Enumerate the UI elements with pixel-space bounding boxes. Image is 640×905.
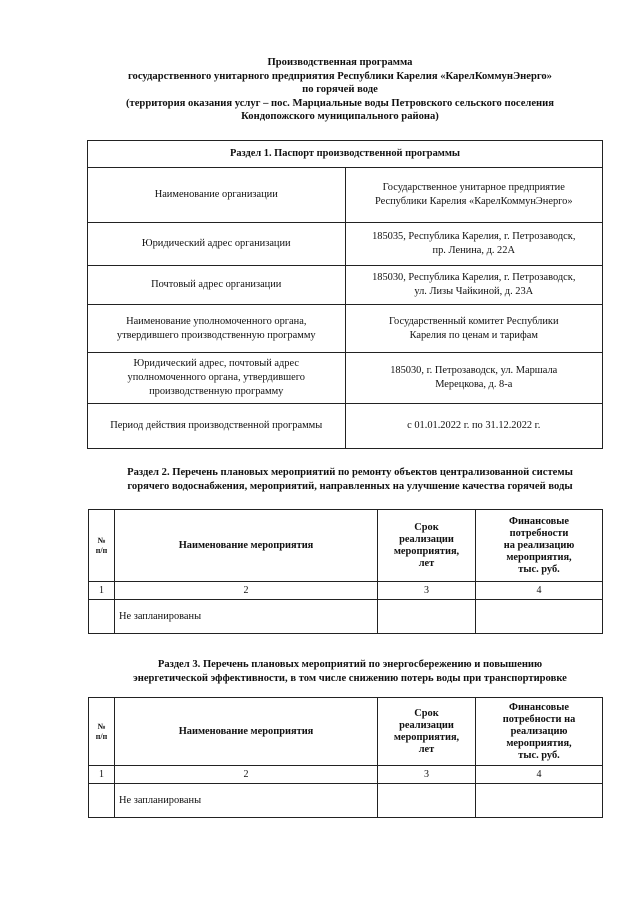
row-value [345,266,603,305]
section-title-line: Раздел 3. Перечень плановых мероприятий по энергосбережению и повышению [157,659,543,670]
header-line: Финансовые [509,701,569,713]
section3-table [88,697,603,818]
table-row [89,784,603,818]
header-line: мероприятия, [393,731,460,743]
header-line: реализацию [510,725,568,737]
table-row [88,266,603,305]
title-line: государственного унитарного предприятия Республики Карелия «КарелКоммунЭнерго» [128,70,552,82]
cell-empty [89,600,115,634]
header-line: Срок [414,707,439,719]
table-row [88,353,603,404]
value-line: Карелия по ценам и тарифам [409,329,538,341]
col-number: 4 [476,766,603,784]
col-header-term [378,698,476,766]
title-line: Производственная программа [267,57,413,68]
section3-title [60,658,640,686]
cell-empty [476,784,603,818]
column-number-row [89,582,603,600]
table-row [89,600,603,634]
table-row [88,305,603,353]
table-row [88,223,603,266]
header-line: Срок [414,521,439,533]
row-label: Юридический адрес организации [88,223,346,266]
row-label: Период действия производственной программы [88,404,346,449]
row-text: Не запланированы [115,600,378,634]
col-number: 1 [89,766,115,784]
value-line: 185030, г. Петрозаводск, ул. Маршала [390,365,558,376]
row-label [88,353,346,404]
header-line: мероприятия, [506,737,572,749]
section-title-line: Раздел 2. Перечень плановых мероприятий по ремонту объектов централизованной системы [127,467,573,478]
label-line: утвердившего производственную программу [116,329,316,341]
col-header-finance [476,698,603,766]
col-number: 2 [115,582,378,600]
value-line: пр. Ленина, д. 22А [432,245,515,256]
title-line: по горячей воде [302,84,378,96]
row-label [88,305,346,353]
document-title [80,56,600,124]
col-number: 1 [89,582,115,600]
section2-title [60,466,640,494]
section1-title: Раздел 1. Паспорт производственной программы [88,141,603,168]
header-line: мероприятия, [506,551,572,563]
header-line: потребности на [502,713,576,725]
col-number: 2 [115,766,378,784]
value-line: 185035, Республика Карелия, г. Петрозаводск, [372,231,576,242]
row-value [345,223,603,266]
section-title-line: энергетической эффективности, в том числе снижению потерь воды при транспортировке [133,673,567,684]
header-line: п/п [95,545,108,555]
cell-empty [378,600,476,634]
table-header-row [89,698,603,766]
value-line: Государственное унитарное предприятие [382,182,565,193]
value-line: Государственный комитет Республики [388,315,559,327]
header-line: потребности [509,527,569,539]
label-line: Юридический адрес, почтовый адрес [133,358,299,369]
table-row [88,168,603,223]
header-line: № [97,721,106,731]
label-line: уполномоченного органа, утвердившего [127,372,305,383]
header-line: реализации [399,533,454,545]
row-label: Наименование организации [88,168,346,223]
passport-table [87,140,603,449]
label-line: Наименование уполномоченного органа, [126,315,307,327]
row-value: с 01.01.2022 г. по 31.12.2022 г. [345,404,603,449]
header-line: п/п [95,731,108,741]
header-line: мероприятия, [393,545,460,557]
column-number-row [89,766,603,784]
col-header-term [378,510,476,582]
row-label: Почтовый адрес организации [88,266,346,305]
header-line: лет [418,557,435,569]
table-row [88,404,603,449]
header-line: тыс. руб. [518,749,560,761]
title-line: (территория оказания услуг – пос. Марциальные воды Петровского сельского поселения [126,97,554,109]
col-number: 3 [378,582,476,600]
value-line: 185030, Республика Карелия, г. Петрозаводск, [372,272,576,283]
value-line: Мерецкова, д. 8-а [435,379,513,390]
label-line: производственную программу [149,386,284,397]
col-number: 3 [378,766,476,784]
header-line: реализации [399,719,454,731]
col-header-finance [476,510,603,582]
cell-empty [378,784,476,818]
table-header-row [89,510,603,582]
value-line: Республики Карелия «КарелКоммунЭнерго» [374,196,573,207]
section-title-line: горячего водоснабжения, мероприятий, направленных на улучшение качества горячей воды [127,481,573,492]
col-header-num [89,698,115,766]
col-header-name: Наименование мероприятия [115,698,378,766]
col-header-num [89,510,115,582]
row-value [345,305,603,353]
header-line: Финансовые [509,515,569,527]
cell-empty [89,784,115,818]
header-line: № [97,535,106,545]
cell-empty [476,600,603,634]
section2-table [88,509,603,634]
header-line: лет [418,743,435,755]
row-value [345,168,603,223]
col-header-name: Наименование мероприятия [115,510,378,582]
row-text: Не запланированы [115,784,378,818]
col-number: 4 [476,582,603,600]
title-line: Кондопожского муниципального района) [241,111,439,123]
header-line: тыс. руб. [518,563,560,575]
value-line: ул. Лизы Чайкиной, д. 23А [414,286,534,297]
row-value [345,353,603,404]
header-line: на реализацию [503,539,575,551]
